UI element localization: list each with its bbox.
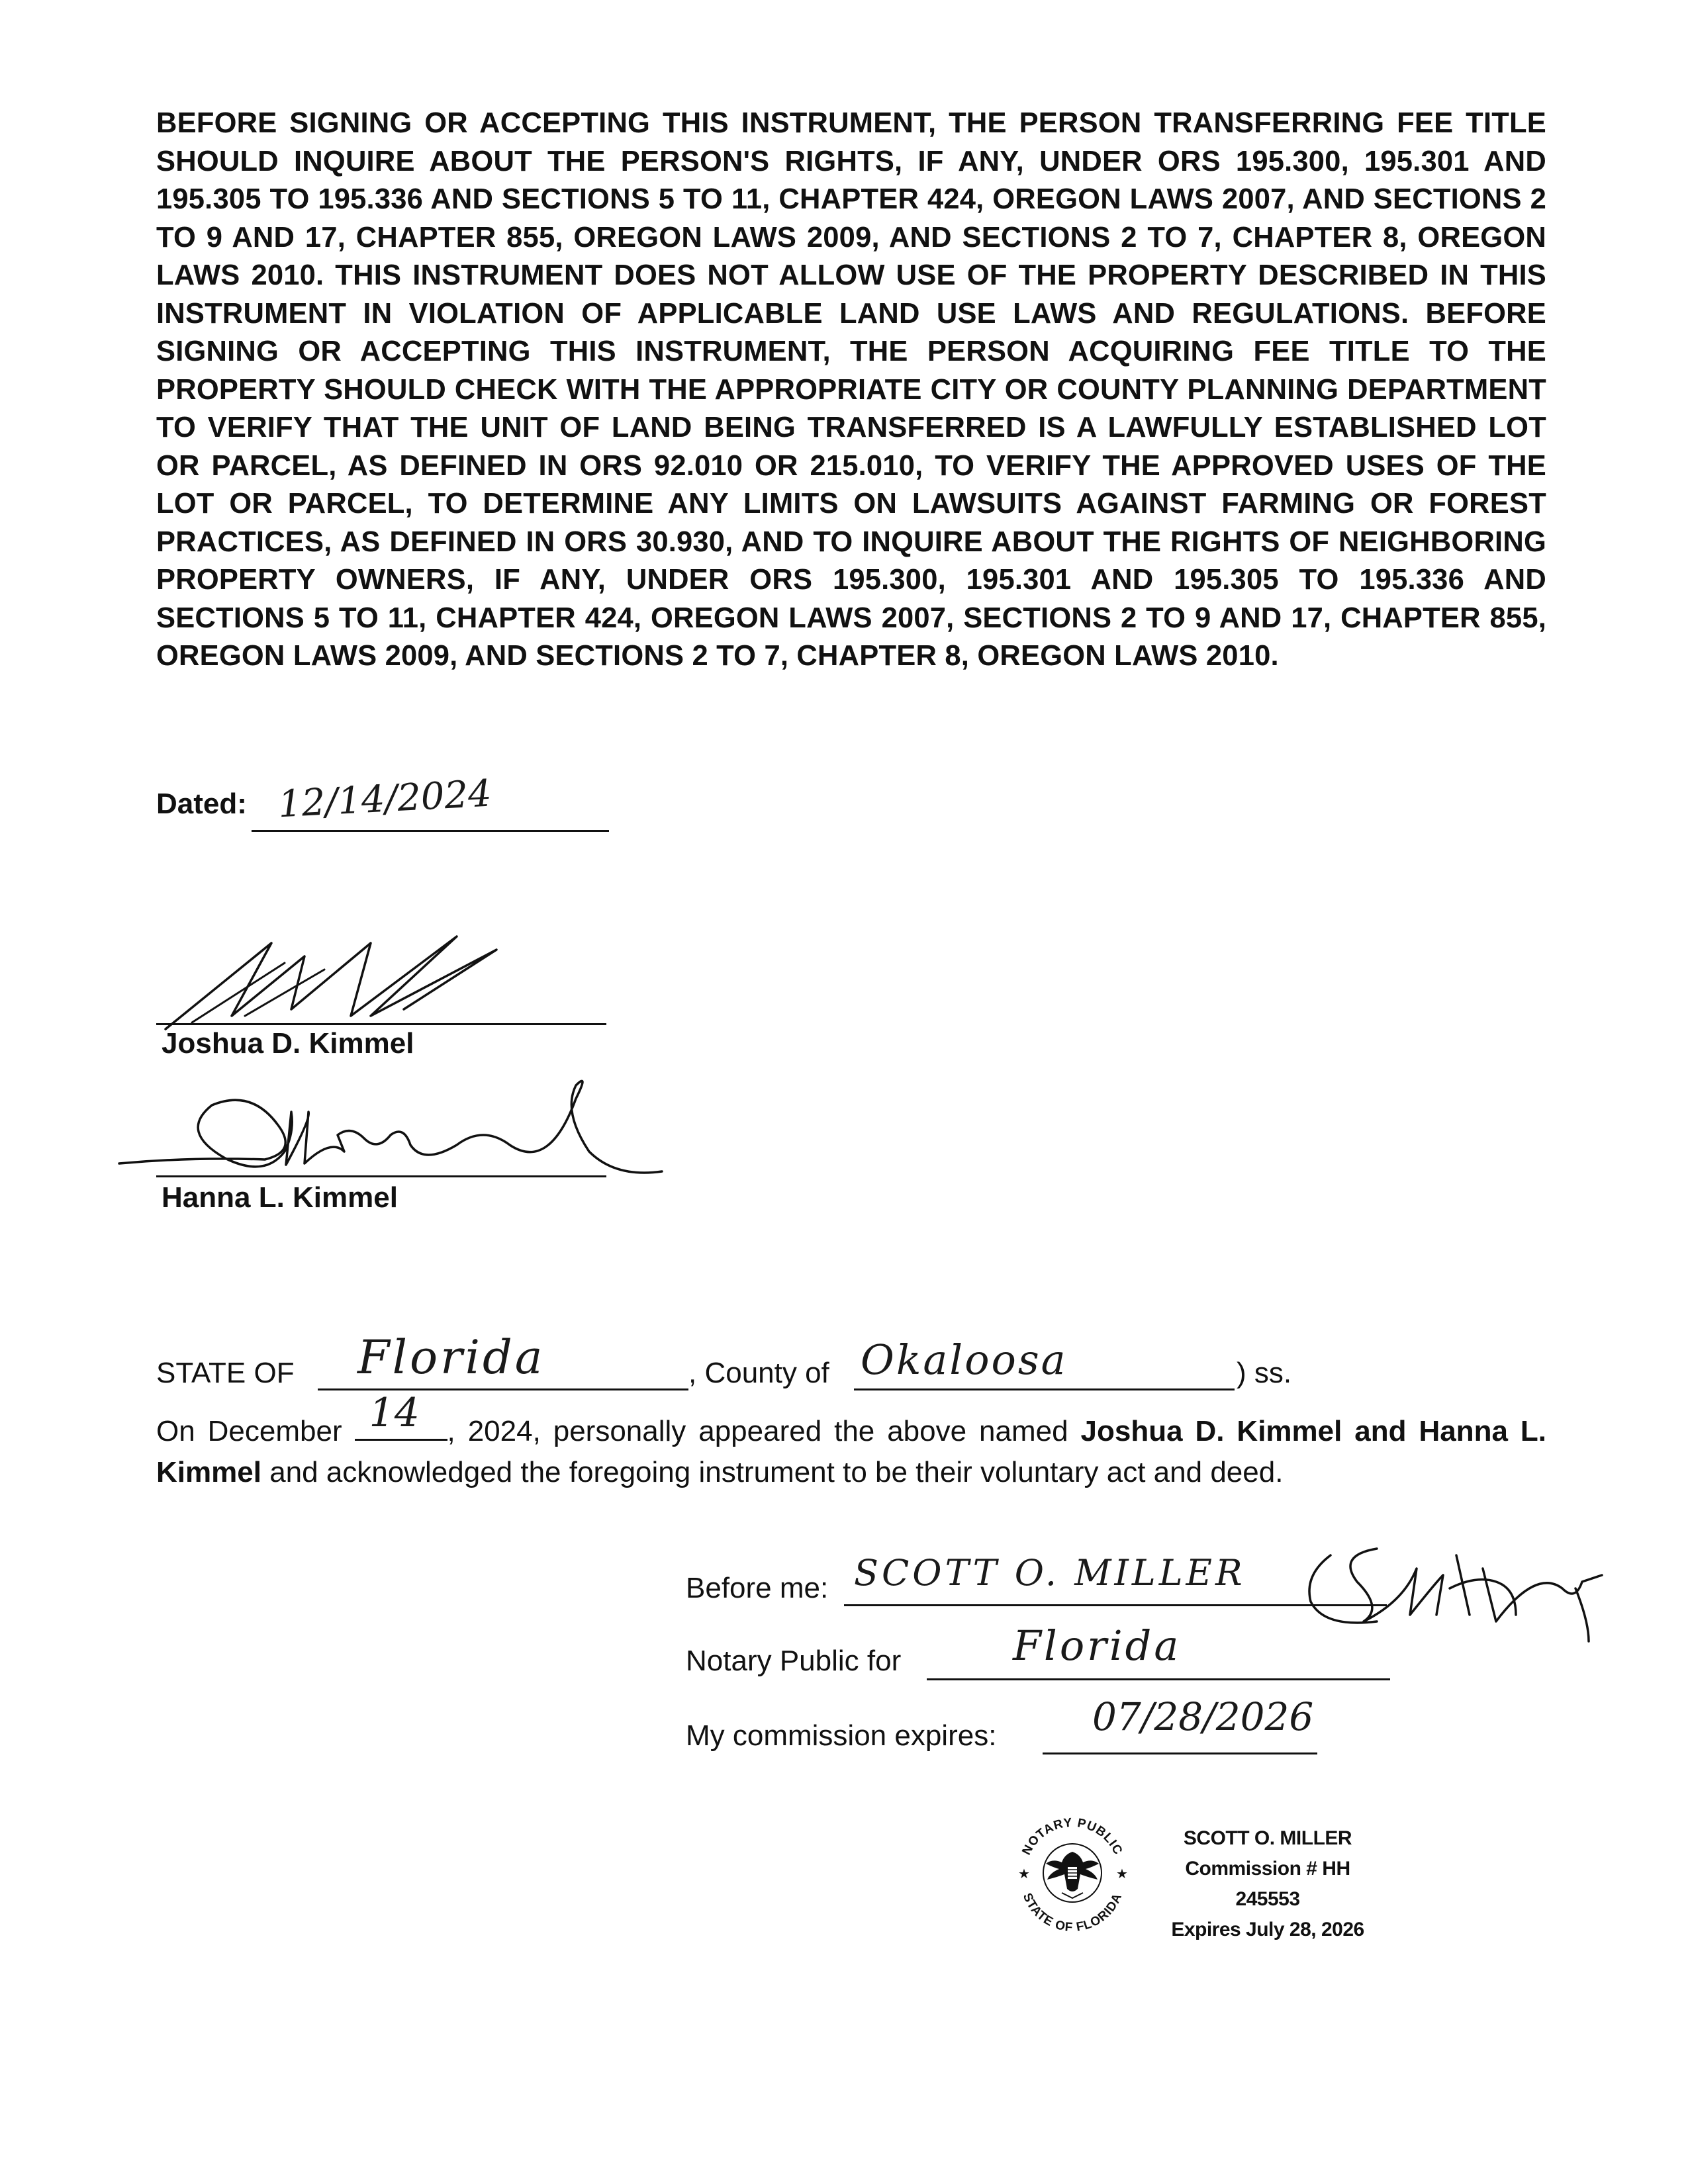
seal-ring-bottom: STATE OF FLORIDA xyxy=(1019,1891,1125,1935)
seal-expires: Expires July 28, 2026 xyxy=(1171,1919,1364,1940)
seal-name: SCOTT O. MILLER xyxy=(1183,1827,1352,1849)
seal-ring-top: NOTARY PUBLIC xyxy=(1019,1815,1125,1858)
seal-commission: Commission # HH 245553 xyxy=(1185,1858,1350,1910)
state-value: Florida xyxy=(357,1330,545,1385)
ack-day-value: 14 xyxy=(369,1390,420,1436)
ack-year-text: , 2024, personally appeared the above named xyxy=(447,1415,1068,1447)
svg-text:NOTARY PUBLIC xyxy=(1019,1816,1125,1858)
state-of-label: STATE OF xyxy=(156,1357,295,1389)
ack-day-line xyxy=(355,1390,447,1441)
notary-public-for-label: Notary Public for xyxy=(686,1645,902,1677)
dated-label: Dated: xyxy=(156,788,247,820)
joshua-signature-mark xyxy=(152,917,523,1036)
county-label: , County of xyxy=(688,1357,829,1389)
before-me-value: SCOTT O. MILLER xyxy=(854,1552,1246,1594)
before-me-label: Before me: xyxy=(686,1572,829,1604)
commission-expires-label: My commission expires: xyxy=(686,1719,997,1752)
ack-prefix: On December xyxy=(156,1415,342,1447)
county-value: Okaloosa xyxy=(861,1336,1068,1384)
acknowledgment-paragraph xyxy=(156,1390,1546,1493)
notary-seal-emblem xyxy=(1006,1807,1139,1939)
svg-text:★: ★ xyxy=(1116,1866,1128,1882)
joshua-name: Joshua D. Kimmel xyxy=(162,1027,414,1060)
notary-seal-text xyxy=(1155,1823,1380,1945)
ss-label: ) ss. xyxy=(1237,1357,1292,1389)
commission-expires-value: 07/28/2026 xyxy=(1092,1694,1314,1739)
notary-public-for-value: Florida xyxy=(1013,1621,1182,1670)
dated-value: 12/14/2024 xyxy=(277,772,493,827)
svg-text:★: ★ xyxy=(1018,1866,1030,1882)
notary-signature-mark xyxy=(1297,1529,1609,1648)
ack-names: Joshua D. Kimmel and Hanna L. Kimmel xyxy=(156,1415,1546,1488)
ack-suffix: and acknowledged the foregoing instrument to be their voluntary act and deed. xyxy=(269,1456,1284,1488)
legal-notice: BEFORE SIGNING OR ACCEPTING THIS INSTRUMENT, THE PERSON TRANSFERRING FEE TITLE SHOULD INQUIRE ABOUT THE PERSON'S RIGHTS, IF ANY, UNDER ORS 195.300, 195.301 AND 195.305 TO 195.336 AND SECTIONS 5 TO 11, CHAPTER 424, OREGON LAWS 2007, AND SECTIONS 2 TO 9 AND 17, CHAPTER 855, OREGON LAWS 2009, AND SECTIONS 2 TO 7, CHAPTER 8, OREGON LAWS 2010. THIS INSTRUMENT DOES NOT ALLOW USE OF THE PROPERTY DESCRIBED IN THIS INSTRUMENT IN VIOLATION OF APPLICABLE LAND USE LAWS AND REGULATIONS. BEFORE SIGNING OR ACCEPTING THIS INSTRUMENT, THE PERSON ACQUIRING FEE TITLE TO THE PROPERTY SHOULD CHECK WITH THE APPROPRIATE CITY OR COUNTY PLANNING DEPARTMENT TO VERIFY THAT THE UNIT OF LAND BEING TRANSFERRED IS A LAWFULLY ESTABLISHED LOT OR PARCEL, AS DEFINED IN ORS 92.010 OR 215.010, TO VERIFY THE APPROVED USES OF THE LOT OR PARCEL, TO DETERMINE ANY LIMITS ON LAWSUITS AGAINST FARMING OR FOREST PRACTICES, AS DEFINED IN ORS 30.930, AND TO INQUIRE ABOUT THE RIGHTS OF NEIGHBORING PROPERTY OWNERS, IF ANY, UNDER ORS 195.300, 195.301 AND 195.305 TO 195.336 AND SECTIONS 5 TO 11, CHAPTER 424, OREGON LAWS 2007, SECTIONS 2 TO 9 AND 17, CHAPTER 855, OREGON LAWS 2009, AND SECTIONS 2 TO 7, CHAPTER 8, OREGON LAWS 2010. xyxy=(156,107,1546,672)
hanna-name: Hanna L. Kimmel xyxy=(162,1181,398,1214)
